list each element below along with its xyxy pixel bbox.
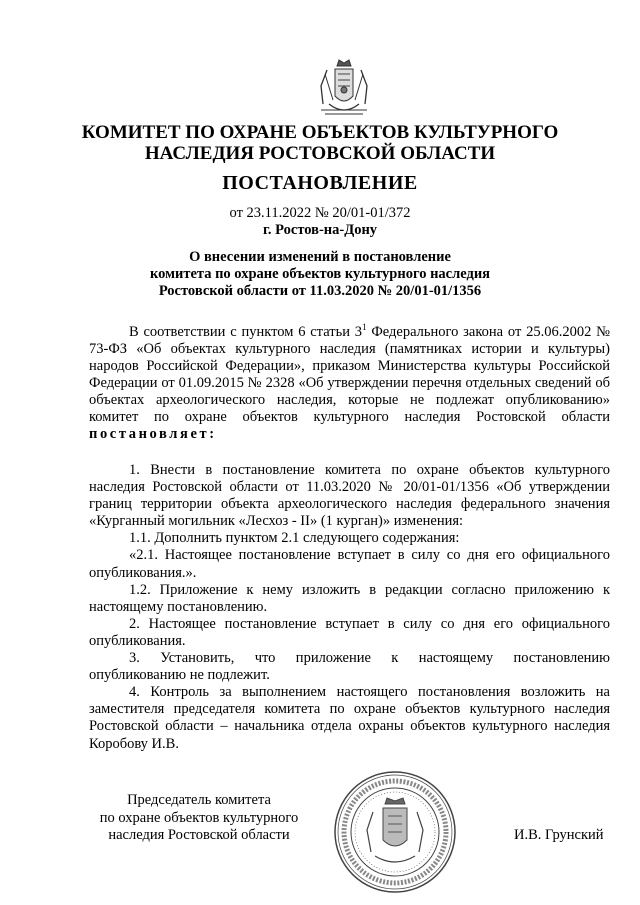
preamble-paragraph xyxy=(89,319,610,443)
coat-of-arms-icon xyxy=(315,56,373,124)
item-1-1: 1.1. Дополнить пунктом 2.1 следующего содержания: xyxy=(129,530,460,547)
organization-title xyxy=(0,122,640,164)
signatory-position xyxy=(89,792,309,845)
item-1: 1. Внести в постановление комитета по охране объектов культурного наследия Ростовской области от 11.03.2020 № 20/01-01/1356 «Об утверждении границ территории объекта археологического наследия федерального значения «Курганный могильник «Лесхоз - II» (1 курган)» изменения: xyxy=(89,462,610,530)
position-line-3: наследия Ростовской области xyxy=(108,827,290,843)
item-2-1-quote: «2.1. Настоящее постановление вступает в силу со дня его официального опубликования.». xyxy=(89,547,610,581)
official-seal-icon xyxy=(333,770,457,894)
item-4: 4. Контроль за выполнением настоящего постановления возложить на заместителя председателя комитета по охране объектов культурного наследия Ростовской области – начальника отдела охраны объектов культурного наследия Коробову И.В. xyxy=(89,684,610,752)
org-line-2: НАСЛЕДИЯ РОСТОВСКОЙ ОБЛАСТИ xyxy=(144,143,496,164)
subject-line-1: О внесении изменений в постановление xyxy=(189,249,451,265)
org-line-1: КОМИТЕТ ПО ОХРАНЕ ОБЪЕКТОВ КУЛЬТУРНОГО xyxy=(81,122,559,143)
preamble-text-2: Федерального закона от 25.06.2002 № 73-ФЗ «Об объектах культурного наследия (памятниках истории и культуры) народов Российской Федерации», приказом Министерства культуры Российской Федерации от 01.09.2015 № 2328 «Об утверждении перечня отдельных сведений об объектах археологического наследия, которые не подлежат опубликованию» комитет по охране объектов культурного наследия Ростовской области xyxy=(89,323,610,426)
resolves-word: постановляет: xyxy=(89,426,217,443)
city: г. Ростов-на-Дону xyxy=(262,222,378,238)
preamble-superscript: 1 xyxy=(362,322,367,332)
document-type: ПОСТАНОВЛЕНИЕ xyxy=(222,172,418,194)
position-line-1: Председатель комитета xyxy=(127,792,271,808)
subject-line-2: комитета по охране объектов культурного наследия xyxy=(149,266,491,282)
item-1-2: 1.2. Приложение к нему изложить в редакции согласно приложению к настоящему постановлению. xyxy=(89,581,610,615)
signatory-name: И.В. Грунский xyxy=(514,827,604,843)
preamble-text-1: В соответствии с пунктом 6 статьи 3 xyxy=(129,323,363,340)
item-3: 3. Установить, что приложение к настоящему постановлению опубликованию не подлежит. xyxy=(89,650,610,684)
date-number: от 23.11.2022 № 20/01-01/372 xyxy=(229,205,411,221)
subject-line-3: Ростовской области от 11.03.2020 № 20/01-01/1356 xyxy=(158,283,482,299)
item-2: 2. Настоящее постановление вступает в силу со дня его официального опубликования. xyxy=(89,615,610,649)
resolution-items xyxy=(89,462,610,753)
position-line-2: по охране объектов культурного xyxy=(99,809,299,826)
document-subject xyxy=(0,249,640,300)
